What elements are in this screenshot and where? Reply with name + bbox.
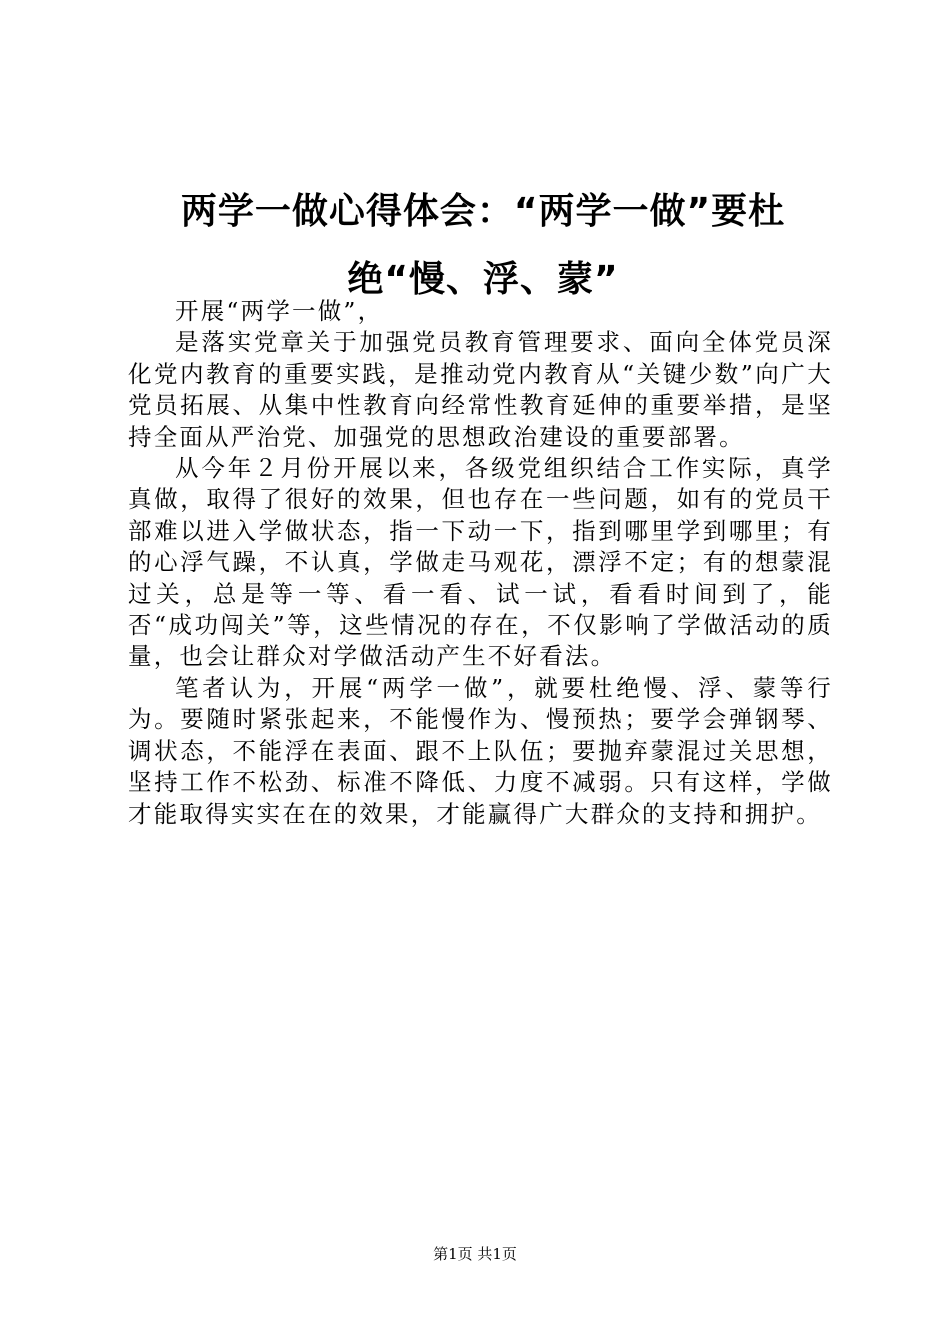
paragraph: 从今年２月份开展以来，各级党组织结合工作实际，真学真做，取得了很好的效果，但也存在一些问题，如有的党员干部难以进入学做状态，指一下动一下，指到哪里学到哪里；有的心浮气躁，不认真，学做走马观花，漂浮不定；有的想蒙混过关，总是等一等、看一看、试一试，看看时间到了，能否“成功闯关”等，这些情况的存在，不仅影响了学做活动的质量，也会让群众对学做活动产生不好看法。: [128, 454, 833, 671]
paragraph: 笔者认为，开展“两学一做”，就要杜绝慢、浮、蒙等行为。要随时紧张起来，不能慢作为、慢预热；要学会弹钢琴、调状态，不能浮在表面、跟不上队伍；要抛弃蒙混过关思想，坚持工作不松劲、标准不降低、力度不减弱。只有这样，学做才能取得实实在在的效果，才能赢得广大群众的支持和拥护。: [128, 673, 833, 828]
page-footer: 第1页 共1页: [433, 1245, 517, 1263]
paragraph: 是落实党章关于加强党员教育管理要求、面向全体党员深化党内教育的重要实践，是推动党内教育从“关键少数”向广大党员拓展、从集中性教育向经常性教育延伸的重要举措，是坚持全面从严治党、加强党的思想政治建设的重要部署。: [128, 328, 833, 451]
document-title: 两学一做心得体会：“两学一做”要杜绝“慢、浮、蒙”: [180, 191, 786, 300]
document-body: [128, 296, 833, 830]
paragraph: 开展“两学一做”，: [175, 297, 384, 325]
